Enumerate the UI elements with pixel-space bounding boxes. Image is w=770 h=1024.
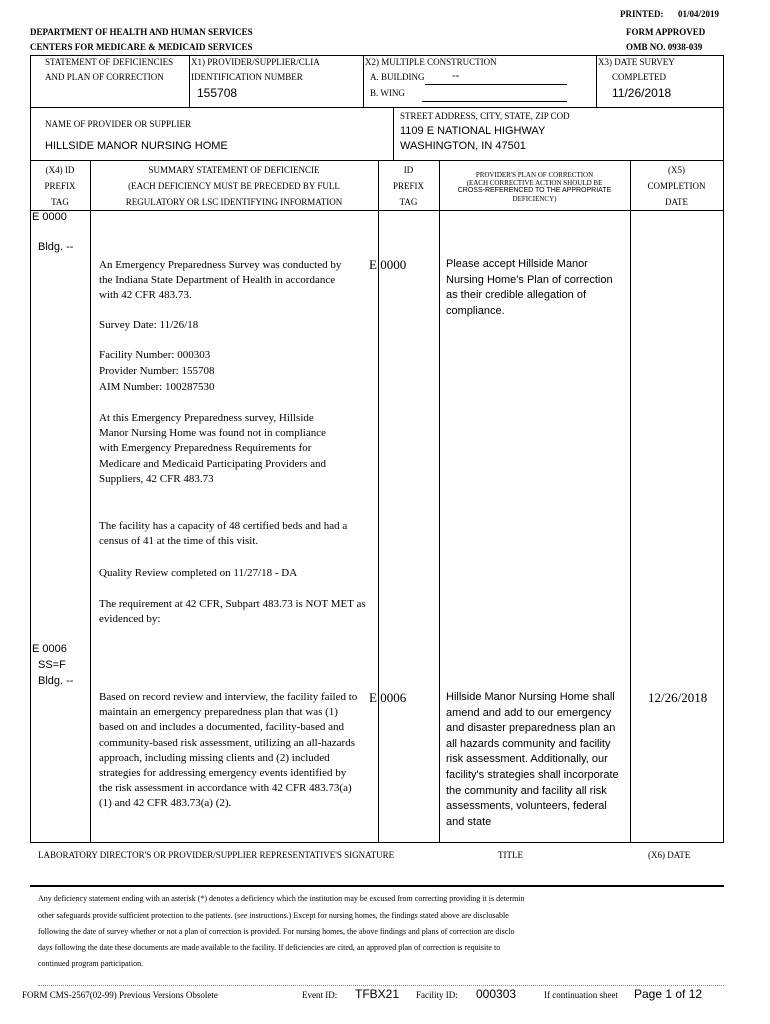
id-header-3: TAG <box>399 197 418 207</box>
aim-number: AIM Number: 100287530 <box>99 381 215 393</box>
x5-header-3: DATE <box>665 197 688 207</box>
form-approved: FORM APPROVED <box>626 27 706 37</box>
disclaimer-line-2: other safeguards provide sufficient protection to the patients. (see instructions.) Except for nursing homes, the findings stated above are disclosable <box>38 911 509 920</box>
rule <box>30 55 31 107</box>
x1-label-2: IDENTIFICATION NUMBER <box>191 72 303 82</box>
x3-label-2: COMPLETED <box>612 72 666 82</box>
facility-id-value: 000303 <box>476 987 517 1001</box>
rule <box>30 210 724 211</box>
id-header-1: ID <box>403 165 414 175</box>
rule <box>30 885 724 887</box>
summary-header-1: SUMMARY STATEMENT OF DEFICIENCIE <box>148 165 320 175</box>
title-label: TITLE <box>498 850 523 860</box>
rule <box>30 107 31 160</box>
scope-severity: SS=F <box>38 659 66 671</box>
footer-rule <box>38 985 724 986</box>
printed-label: PRINTED: <box>620 9 664 19</box>
summary-e0000-p6: Quality Review completed on 11/27/18 - DA <box>99 567 298 579</box>
poc-e0000: Please accept Hillside Manor Nursing Home's Plan of correction as their credible allegation of compliance. <box>446 258 613 317</box>
printed-date: 01/04/2019 <box>678 9 720 19</box>
building-label: A. BUILDING <box>370 72 425 82</box>
prefix-tag-e0006: E 0006 <box>32 643 67 655</box>
disclaimer-line-4: days following the date these documents are made available to the facility. If deficiencies are cited, an approved plan of correction is requisite to <box>38 943 501 952</box>
rule <box>30 160 31 842</box>
bldg-e0000: Bldg. -- <box>38 241 74 253</box>
rule <box>30 55 724 56</box>
rule <box>30 842 724 843</box>
date-label: (X6) DATE <box>648 850 691 860</box>
disclaimer-line-1: Any deficiency statement ending with an asterisk (*) denotes a deficiency which the institution may be excused from correcting providing it is determin <box>38 894 525 903</box>
x5-header-2: COMPLETION <box>647 181 706 191</box>
rule <box>189 55 190 107</box>
rule <box>30 107 724 108</box>
summary-e0000-p4: At this Emergency Preparedness survey, Hillside Manor Nursing Home was found not in compliance with Emergency Preparedness Requirements for Medicare and Medicaid Participating Providers and Suppliers, 42 CFR 483.73 <box>99 412 326 485</box>
rule <box>30 160 724 161</box>
poc-header-4: DEFICIENCY) <box>512 195 557 203</box>
summary-header-2: (EACH DEFICIENCY MUST BE PRECEDED BY FULL <box>128 181 340 191</box>
rule <box>439 160 440 842</box>
centers-title: CENTERS FOR MEDICARE & MEDICAID SERVICES <box>30 42 253 52</box>
statement-label-1: STATEMENT OF DEFICIENCIES <box>45 57 174 67</box>
x1-label-1: X1) PROVIDER/SUPPLIER/CLIA <box>191 57 320 67</box>
x3-label-1: X3) DATE SURVEY <box>598 57 675 67</box>
completion-date-e0006: 12/26/2018 <box>648 690 708 705</box>
statement-label-2: AND PLAN OF CORRECTION <box>45 72 164 82</box>
summary-header-3: REGULATORY OR LSC IDENTIFYING INFORMATION <box>125 197 343 207</box>
id-tag-e0006: E 0006 <box>369 690 407 705</box>
rule <box>90 160 91 842</box>
rule <box>630 160 631 842</box>
summary-e0006: Based on record review and interview, the facility failed to maintain an emergency preparedness plan that was (1) based on and includes a documented, facility-based and community-based risk assessment, utilizing an all-hazards approach, including missing clients and (2) included strategies for addressing emergency events identified by the risk assessment in accordance with 42 CFR 483.73(a) (1) and 42 CFR 483.73(a) (2). <box>99 691 358 810</box>
rule <box>393 107 394 160</box>
id-tag-e0000: E 0000 <box>369 257 407 272</box>
summary-e0000-p7: The requirement at 42 CFR, Subpart 483.73 is NOT MET as evidenced by: <box>99 598 366 626</box>
summary-e0000-p1: An Emergency Preparedness Survey was conducted by the Indiana State Department of Health in accordance with 42 CFR 483.73. <box>99 259 342 302</box>
signature-label: LABORATORY DIRECTOR'S OR PROVIDER/SUPPLIER REPRESENTATIVE'S SIGNATURE <box>38 850 395 860</box>
poc-header-3: CROSS-REFERENCED TO THE APPROPRIATE <box>457 187 612 194</box>
building-underline <box>425 84 567 85</box>
x5-header-1: (X5) <box>668 165 685 175</box>
event-id-label: Event ID: <box>302 990 338 1000</box>
provider-name: HILLSIDE MANOR NURSING HOME <box>45 140 228 152</box>
x4-header-3: TAG <box>51 197 69 207</box>
bldg-e0006: Bldg. -- <box>38 675 74 687</box>
poc-header-1: PROVIDER'S PLAN OF CORRECTION <box>475 171 594 179</box>
prefix-tag-e0000: E 0000 <box>32 211 67 223</box>
building-value: -- <box>452 70 460 82</box>
summary-e0000-p2: Survey Date: 11/26/18 <box>99 319 199 331</box>
summary-e0000-p5: The facility has a capacity of 48 certified beds and had a census of 41 at the time of this visit. <box>99 520 348 548</box>
poc-e0006: Hillside Manor Nursing Home shall amend and add to our emergency and disaster preparedness plan an all hazards community and facility risk assessment. Additionally, our facility's strategies shall incorporate the community and facility all risk assessments, volunteers, federal and state <box>446 691 619 828</box>
survey-completed-date: 11/26/2018 <box>612 86 672 100</box>
wing-underline <box>422 101 567 102</box>
provider-number-line: Provider Number: 155708 <box>99 365 215 377</box>
facility-number: Facility Number: 000303 <box>99 349 211 361</box>
x2-label: X2) MULTIPLE CONSTRUCTION <box>365 57 497 67</box>
continuation-label: If continuation sheet <box>544 990 618 1000</box>
rule <box>723 160 724 842</box>
provider-number: 155708 <box>197 86 238 100</box>
address-label: STREET ADDRESS, CITY, STATE, ZIP COD <box>400 111 570 121</box>
department-title: DEPARTMENT OF HEALTH AND HUMAN SERVICES <box>30 27 253 37</box>
wing-label: B. WING <box>370 88 405 98</box>
address-line-1: 1109 E NATIONAL HIGHWAY <box>400 125 546 137</box>
poc-header-2: (EACH CORRECTIVE ACTION SHOULD BE <box>466 179 603 187</box>
rule <box>363 55 364 107</box>
facility-id-label: Facility ID: <box>416 990 458 1000</box>
x4-header-2: PREFIX <box>44 181 76 191</box>
address-line-2: WASHINGTON, IN 47501 <box>400 140 526 152</box>
rule <box>723 107 724 160</box>
x4-header-1: (X4) ID <box>45 165 75 175</box>
omb-number: OMB NO. 0938-039 <box>626 42 703 52</box>
disclaimer-line-5: continued program participation. <box>38 959 144 968</box>
rule <box>596 55 597 107</box>
form-number: FORM CMS-2567(02-99) Previous Versions Obsolete <box>22 990 218 1000</box>
id-header-2: PREFIX <box>392 181 424 191</box>
page-number: Page 1 of 12 <box>634 987 703 1001</box>
rule <box>723 55 724 107</box>
provider-name-label: NAME OF PROVIDER OR SUPPLIER <box>45 119 192 129</box>
disclaimer-line-3: following the date of survey whether or not a plan of correction is provided. For nursing homes, the above findings and plans of correction are disclo <box>38 927 515 936</box>
event-id-value: TFBX21 <box>355 987 400 1001</box>
